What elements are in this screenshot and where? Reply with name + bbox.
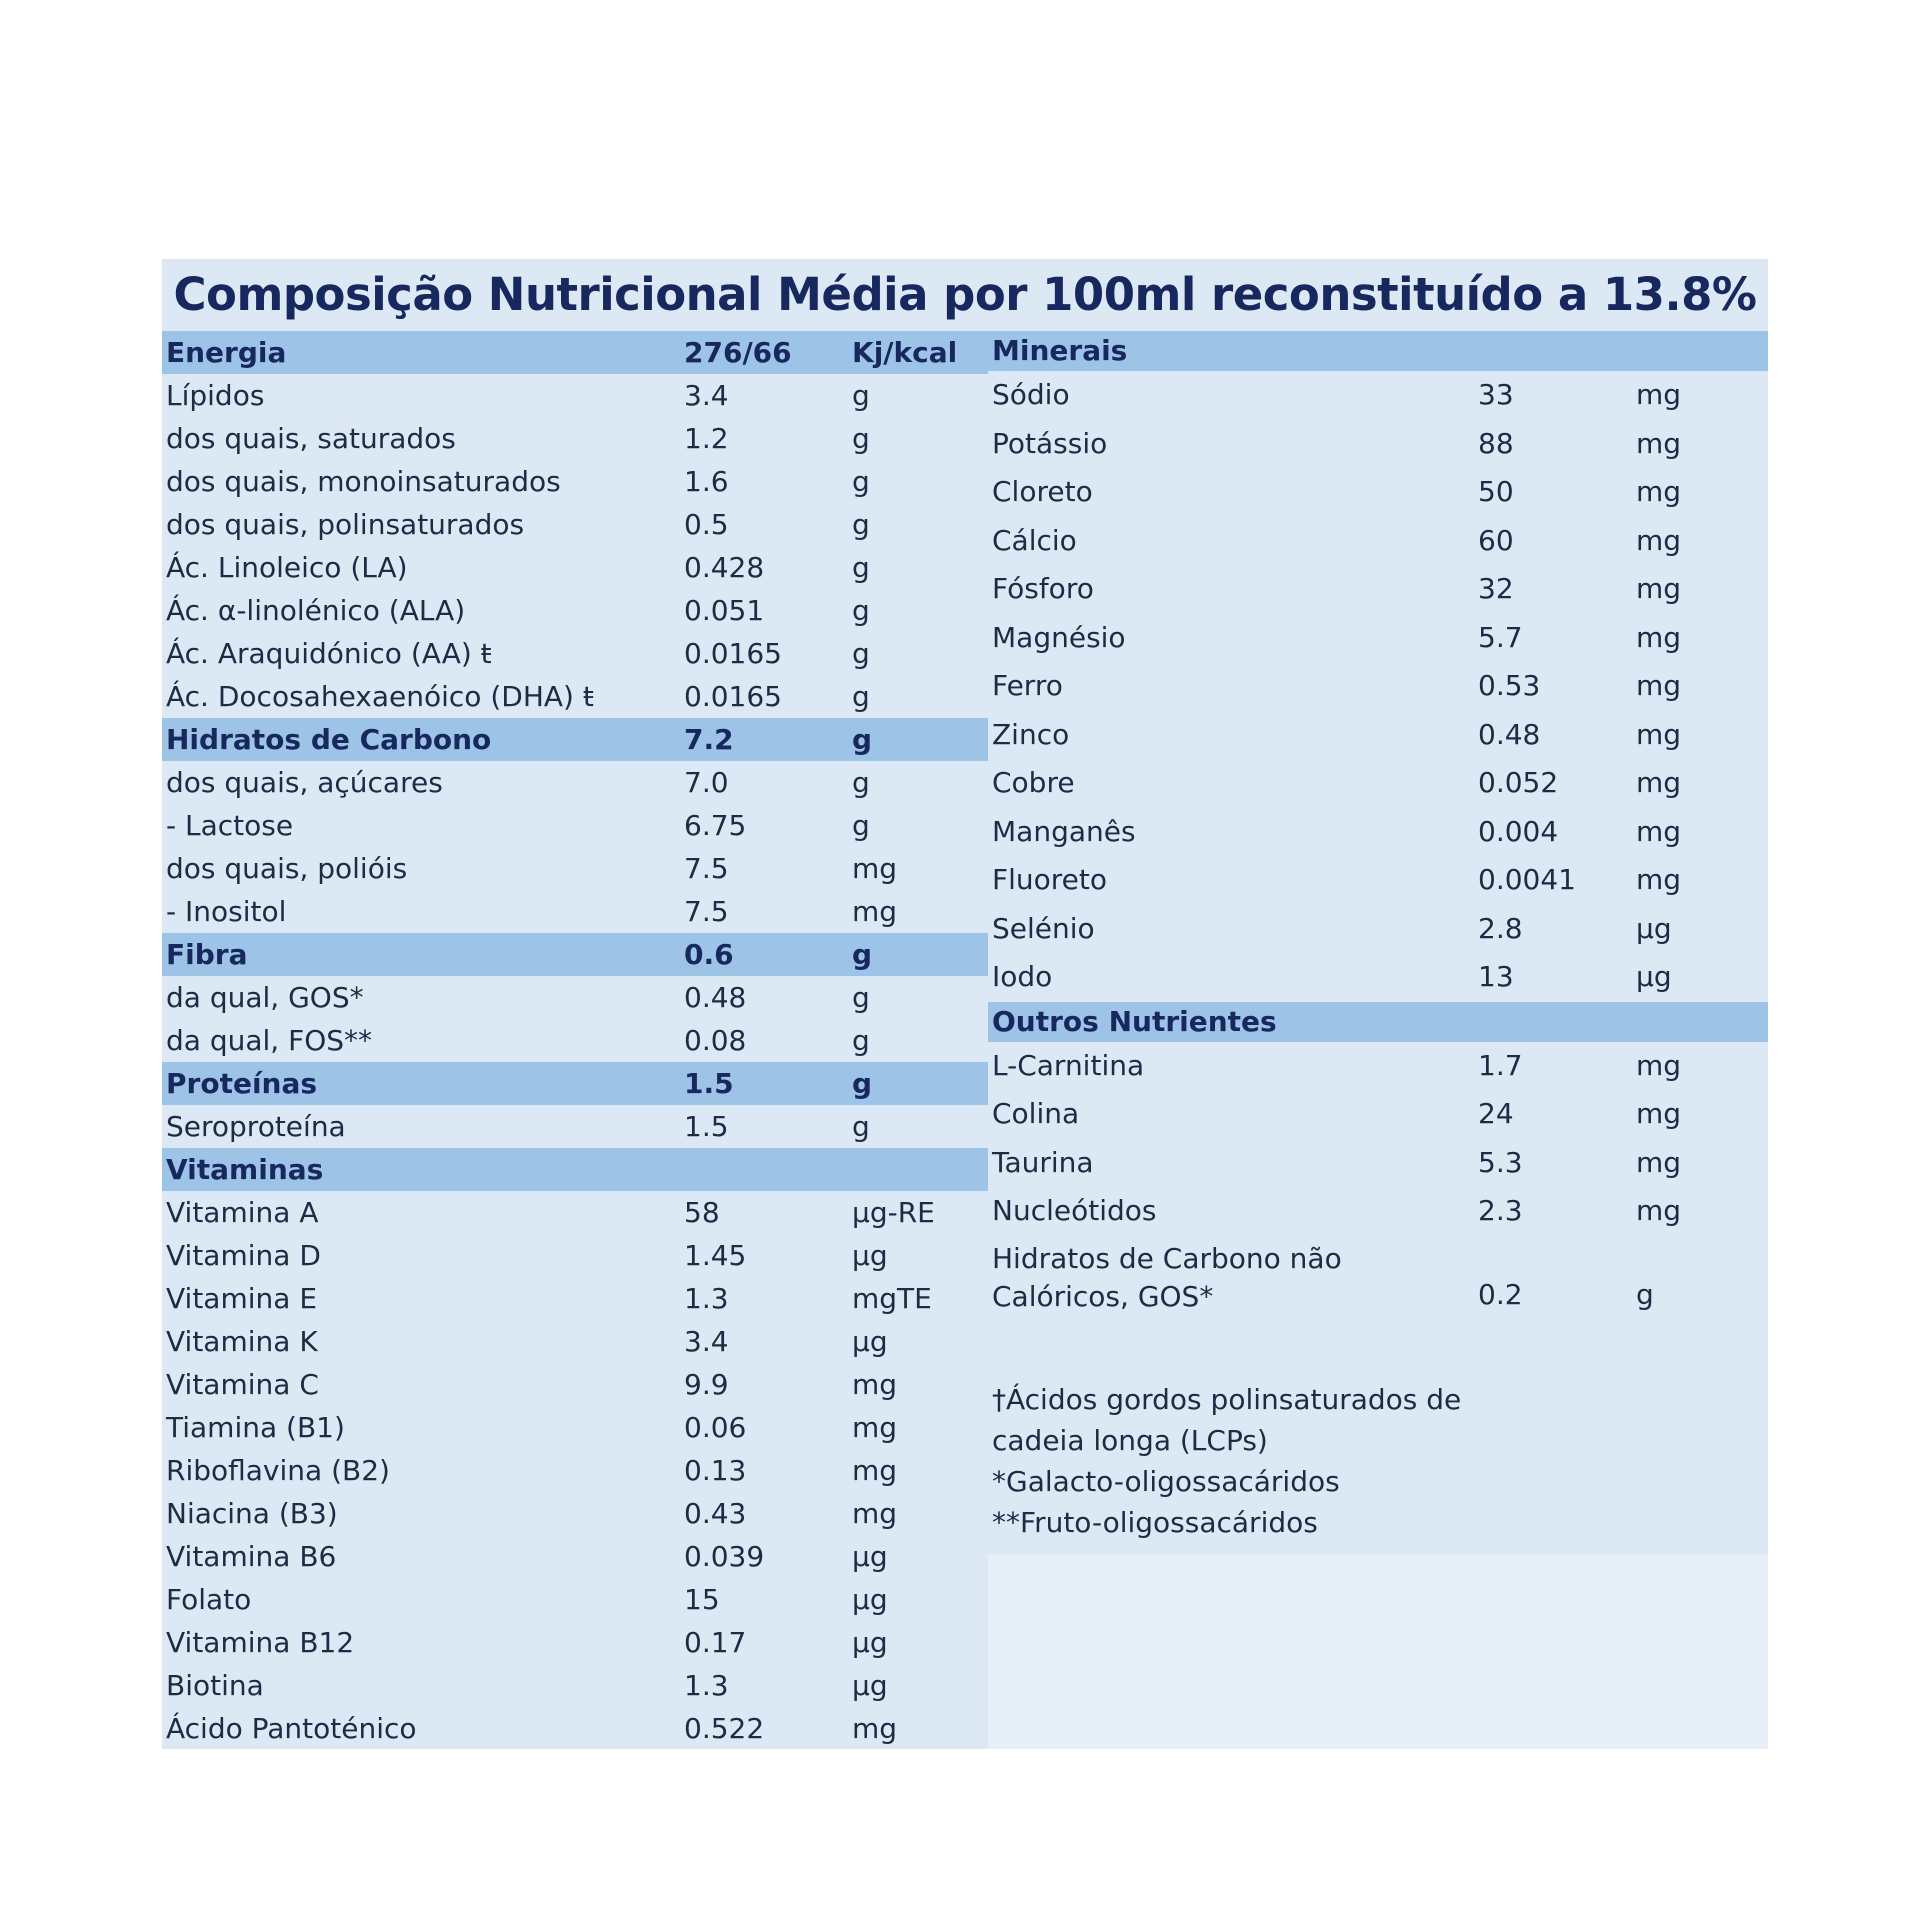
nutrient-row xyxy=(988,905,1768,954)
nutrient-name: Vitamina D xyxy=(166,1239,321,1272)
nutrient-value: 1.2 xyxy=(684,422,729,455)
nutrient-name: Fósforo xyxy=(992,572,1094,605)
nutrient-unit: mg xyxy=(852,1411,898,1444)
nutrient-value: 7.0 xyxy=(684,766,729,799)
nutrient-name: Potássio xyxy=(992,426,1108,460)
nutrient-name: Ác. Docosahexaenóico (DHA) ŧ xyxy=(166,680,594,713)
nutrient-value: 1.7 xyxy=(1478,1048,1523,1082)
empty-region xyxy=(988,1554,1768,1749)
nutrient-name: Fluoreto xyxy=(992,863,1107,896)
nutrient-unit: mg xyxy=(852,852,898,885)
nutrient-row xyxy=(162,1578,988,1621)
nutrient-value: 0.0165 xyxy=(684,637,782,670)
nutrient-name: Vitaminas xyxy=(166,1153,324,1186)
nutrient-value: 3.4 xyxy=(684,1325,729,1358)
nutrient-value: 2.8 xyxy=(1478,911,1523,945)
nutrient-row xyxy=(162,1105,988,1148)
nutrient-row xyxy=(162,1234,988,1277)
nutrient-unit: g xyxy=(852,938,873,971)
nutrient-name: Niacina (B3) xyxy=(166,1497,338,1530)
nutrient-row xyxy=(988,371,1768,420)
nutrient-name: Ác. Linoleico (LA) xyxy=(166,551,408,584)
nutrient-row xyxy=(988,565,1768,614)
nutrient-unit: g xyxy=(852,1024,870,1057)
nutrient-unit: g xyxy=(852,465,870,498)
section-header xyxy=(162,1148,988,1191)
nutrient-name: Colina xyxy=(992,1097,1080,1130)
nutrient-name: Tiamina (B1) xyxy=(166,1411,345,1444)
nutrient-value: 3.4 xyxy=(684,379,729,412)
nutrient-value: 1.3 xyxy=(684,1282,729,1315)
nutrient-row xyxy=(162,1535,988,1578)
nutrient-name: Ferro xyxy=(992,669,1063,702)
nutrient-name: Magnésio xyxy=(992,620,1126,654)
nutrient-name: Sódio xyxy=(992,378,1070,411)
nutrient-value: 5.7 xyxy=(1478,620,1523,654)
nutrient-unit: g xyxy=(852,981,870,1014)
nutrient-row xyxy=(988,468,1768,517)
nutrient-name: Energia xyxy=(166,336,287,369)
nutrient-unit: µg xyxy=(852,1325,888,1358)
footnote-line: **Fruto-oligossacáridos xyxy=(992,1506,1318,1539)
nutrient-unit: mg xyxy=(1636,814,1682,848)
nutrient-row xyxy=(162,546,988,589)
nutrient-row xyxy=(162,632,988,675)
section-header xyxy=(988,1002,1768,1042)
nutrient-unit: mg xyxy=(852,895,898,928)
nutrient-name: Outros Nutrientes xyxy=(992,1004,1277,1038)
nutrient-unit: µg xyxy=(1636,960,1672,993)
nutrient-row xyxy=(162,374,988,417)
nutrient-unit: g xyxy=(852,594,870,627)
nutrient-unit: mgTE xyxy=(852,1282,932,1315)
nutrient-value: 0.428 xyxy=(684,551,765,584)
nutrient-row xyxy=(162,1664,988,1707)
right-table xyxy=(988,331,1768,1320)
nutrient-unit: mg xyxy=(852,1368,898,1401)
nutrient-row xyxy=(162,1277,988,1320)
nutrient-unit: mg xyxy=(852,1712,898,1745)
nutrient-unit: g xyxy=(1636,1277,1654,1311)
nutrient-name: Proteínas xyxy=(166,1067,318,1100)
nutrient-value: 24 xyxy=(1478,1097,1514,1130)
nutrient-value: 1.3 xyxy=(684,1669,729,1702)
nutrient-unit: µg xyxy=(852,1239,888,1272)
nutrient-value: 1.5 xyxy=(684,1110,729,1143)
nutrient-name: Taurina xyxy=(992,1145,1094,1179)
nutrient-name: dos quais, polinsaturados xyxy=(166,508,525,541)
section-header xyxy=(988,331,1768,371)
nutrient-name: - Inositol xyxy=(166,895,287,928)
nutrient-name: Cobre xyxy=(992,766,1075,799)
nutrient-unit: mg xyxy=(1636,717,1682,751)
nutrient-name: L-Carnitina xyxy=(992,1048,1145,1082)
nutrient-value: 0.039 xyxy=(684,1540,765,1573)
nutrient-row xyxy=(162,1621,988,1664)
nutrient-name: da qual, FOS** xyxy=(166,1024,373,1057)
nutrient-row xyxy=(988,1236,1768,1320)
nutrient-unit: g xyxy=(852,1067,873,1100)
nutrient-name: Hidratos de Carbono não Calóricos, GOS* xyxy=(992,1241,1342,1313)
nutrient-row xyxy=(162,589,988,632)
nutrient-row xyxy=(162,1191,988,1234)
nutrient-row xyxy=(988,711,1768,760)
nutrient-value: 15 xyxy=(684,1583,720,1616)
nutrient-value: 1.6 xyxy=(684,465,729,498)
nutrient-value: 13 xyxy=(1478,960,1514,993)
nutrient-unit: Kj/kcal xyxy=(852,336,958,369)
nutrient-value: 7.2 xyxy=(684,723,734,756)
nutrient-value: 0.0041 xyxy=(1478,863,1576,896)
nutrient-value: 1.5 xyxy=(684,1067,734,1100)
nutrient-name: Selénio xyxy=(992,911,1095,945)
nutrient-value: 6.75 xyxy=(684,809,747,842)
table-title: Composição Nutricional Média por 100ml reconstituído a 13.8% xyxy=(173,268,1757,321)
nutrient-row xyxy=(162,761,988,804)
nutrient-value: 0.6 xyxy=(684,938,734,971)
nutrient-unit: mg xyxy=(852,1497,898,1530)
nutrient-unit: g xyxy=(852,379,870,412)
nutrient-value: 0.43 xyxy=(684,1497,747,1530)
nutrient-value: 276/66 xyxy=(684,336,792,369)
nutrient-name: Vitamina C xyxy=(166,1368,319,1401)
nutrient-unit: g xyxy=(852,680,870,713)
footnote-line: *Galacto-oligossacáridos xyxy=(992,1465,1340,1498)
nutrient-unit: mg xyxy=(1636,1194,1682,1227)
nutrient-name: dos quais, polióis xyxy=(166,852,408,885)
nutrient-name: Ác. Araquidónico (AA) ŧ xyxy=(166,637,492,670)
nutrient-value: 60 xyxy=(1478,523,1514,557)
nutrient-row xyxy=(162,1320,988,1363)
nutrient-row xyxy=(162,503,988,546)
nutrient-name: - Lactose xyxy=(166,809,294,842)
nutrient-name: Cloreto xyxy=(992,475,1093,508)
footnotes xyxy=(992,1379,1752,1543)
nutrient-unit: g xyxy=(852,766,870,799)
nutrient-name: Vitamina A xyxy=(166,1196,319,1229)
nutrient-unit: mg xyxy=(1636,1048,1682,1082)
nutrient-value: 2.3 xyxy=(1478,1194,1523,1227)
left-table xyxy=(162,331,988,1750)
nutrient-value: 0.48 xyxy=(1478,717,1541,751)
nutrient-unit: mg xyxy=(1636,1097,1682,1130)
nutrient-unit: µg xyxy=(852,1540,888,1573)
nutrient-name: Zinco xyxy=(992,717,1070,751)
nutrient-unit: mg xyxy=(1636,523,1682,557)
nutrient-value: 33 xyxy=(1478,378,1514,411)
nutrient-name: dos quais, açúcares xyxy=(166,766,443,799)
nutrient-row xyxy=(988,662,1768,711)
nutrient-unit: µg xyxy=(852,1669,888,1702)
nutrient-unit: µg xyxy=(1636,911,1672,945)
nutrient-name: Riboflavina (B2) xyxy=(166,1454,390,1487)
nutrient-row xyxy=(162,460,988,503)
nutrient-value: 0.522 xyxy=(684,1712,765,1745)
nutrient-value: 0.5 xyxy=(684,508,729,541)
nutrient-name: da qual, GOS* xyxy=(166,981,364,1014)
nutrient-value: 0.08 xyxy=(684,1024,747,1057)
nutrient-name: Ác. α-linolénico (ALA) xyxy=(166,594,466,627)
nutrient-value: 5.3 xyxy=(1478,1145,1523,1179)
nutrient-unit: mg xyxy=(1636,378,1682,411)
nutrient-unit: mg xyxy=(1636,572,1682,605)
nutrient-value: 0.051 xyxy=(684,594,765,627)
nutrient-unit: mg xyxy=(1636,863,1682,896)
nutrient-row xyxy=(162,890,988,933)
nutrient-value: 0.06 xyxy=(684,1411,747,1444)
nutrient-row xyxy=(162,976,988,1019)
nutrient-unit: g xyxy=(852,422,870,455)
nutrient-row xyxy=(988,1042,1768,1091)
nutrient-value: 0.0165 xyxy=(684,680,782,713)
nutrient-name: Lípidos xyxy=(166,379,265,412)
nutrient-name: Cálcio xyxy=(992,523,1077,557)
nutrient-name: dos quais, saturados xyxy=(166,422,456,455)
section-header xyxy=(162,1062,988,1105)
nutrient-row xyxy=(162,847,988,890)
nutrient-name: Manganês xyxy=(992,814,1136,848)
nutrient-value: 58 xyxy=(684,1196,720,1229)
nutrient-row xyxy=(162,1707,988,1750)
nutrient-name: Biotina xyxy=(166,1669,264,1702)
nutrient-value: 0.17 xyxy=(684,1626,747,1659)
nutrient-unit: mg xyxy=(852,1454,898,1487)
nutrient-value: 0.53 xyxy=(1478,669,1541,702)
nutrient-name: Fibra xyxy=(166,938,248,971)
nutrient-unit: mg xyxy=(1636,669,1682,702)
section-header xyxy=(162,933,988,976)
nutrient-value: 0.052 xyxy=(1478,766,1559,799)
nutrient-value: 7.5 xyxy=(684,895,729,928)
section-header xyxy=(162,331,988,374)
nutrient-name: Vitamina B6 xyxy=(166,1540,337,1573)
nutrient-value: 0.48 xyxy=(684,981,747,1014)
nutrient-unit: g xyxy=(852,809,870,842)
nutrient-value: 0.13 xyxy=(684,1454,747,1487)
nutrient-value: 88 xyxy=(1478,426,1514,460)
nutrient-unit: mg xyxy=(1636,1145,1682,1179)
nutrient-row xyxy=(162,1449,988,1492)
nutrient-value: 0.004 xyxy=(1478,814,1559,848)
nutrient-name: Folato xyxy=(166,1583,252,1616)
nutrient-unit: mg xyxy=(1636,475,1682,508)
nutrient-row xyxy=(988,1139,1768,1188)
nutrition-panel xyxy=(162,259,1768,1749)
nutrient-unit: µg xyxy=(852,1626,888,1659)
nutrient-row xyxy=(988,614,1768,663)
nutrient-row xyxy=(162,1363,988,1406)
nutrient-row xyxy=(162,1019,988,1062)
nutrient-unit: g xyxy=(852,723,873,756)
footnote-line: †Ácidos gordos polinsaturados de xyxy=(992,1383,1462,1416)
nutrient-name: Vitamina B12 xyxy=(166,1626,355,1659)
nutrient-unit: µg xyxy=(852,1583,888,1616)
nutrient-row xyxy=(162,804,988,847)
nutrient-row xyxy=(988,517,1768,566)
nutrient-row xyxy=(988,1090,1768,1139)
nutrient-value: 0.2 xyxy=(1478,1277,1523,1311)
nutrient-name: Seroproteína xyxy=(166,1110,346,1143)
nutrient-row xyxy=(988,953,1768,1002)
nutrient-unit: mg xyxy=(1636,426,1682,460)
nutrient-name: Vitamina E xyxy=(166,1282,318,1315)
nutrient-value: 1.45 xyxy=(684,1239,747,1272)
nutrient-row xyxy=(988,808,1768,857)
nutrient-name: Hidratos de Carbono xyxy=(166,723,492,756)
nutrient-row xyxy=(162,417,988,460)
nutrient-row xyxy=(988,759,1768,808)
footnote-line: cadeia longa (LCPs) xyxy=(992,1424,1268,1457)
nutrient-row xyxy=(988,856,1768,905)
section-header xyxy=(162,718,988,761)
nutrient-value: 7.5 xyxy=(684,852,729,885)
nutrient-unit: g xyxy=(852,1110,870,1143)
nutrient-value: 9.9 xyxy=(684,1368,729,1401)
nutrient-unit: mg xyxy=(1636,620,1682,654)
nutrient-value: 50 xyxy=(1478,475,1514,508)
nutrient-name: Vitamina K xyxy=(166,1325,318,1358)
nutrient-unit: g xyxy=(852,551,870,584)
nutrient-name: dos quais, monoinsaturados xyxy=(166,465,561,498)
nutrient-row xyxy=(162,1492,988,1535)
nutrient-value: 32 xyxy=(1478,572,1514,605)
nutrient-unit: g xyxy=(852,637,870,670)
nutrient-name: Iodo xyxy=(992,960,1053,993)
nutrient-name: Minerais xyxy=(992,334,1128,367)
nutrient-row xyxy=(988,1187,1768,1236)
nutrient-name: Nucleótidos xyxy=(992,1194,1157,1227)
nutrient-row xyxy=(162,675,988,718)
nutrient-unit: mg xyxy=(1636,766,1682,799)
nutrient-unit: µg-RE xyxy=(852,1196,935,1229)
nutrient-name: Ácido Pantoténico xyxy=(166,1712,417,1745)
nutrient-row xyxy=(988,420,1768,469)
nutrient-unit: g xyxy=(852,508,870,541)
nutrient-row xyxy=(162,1406,988,1449)
